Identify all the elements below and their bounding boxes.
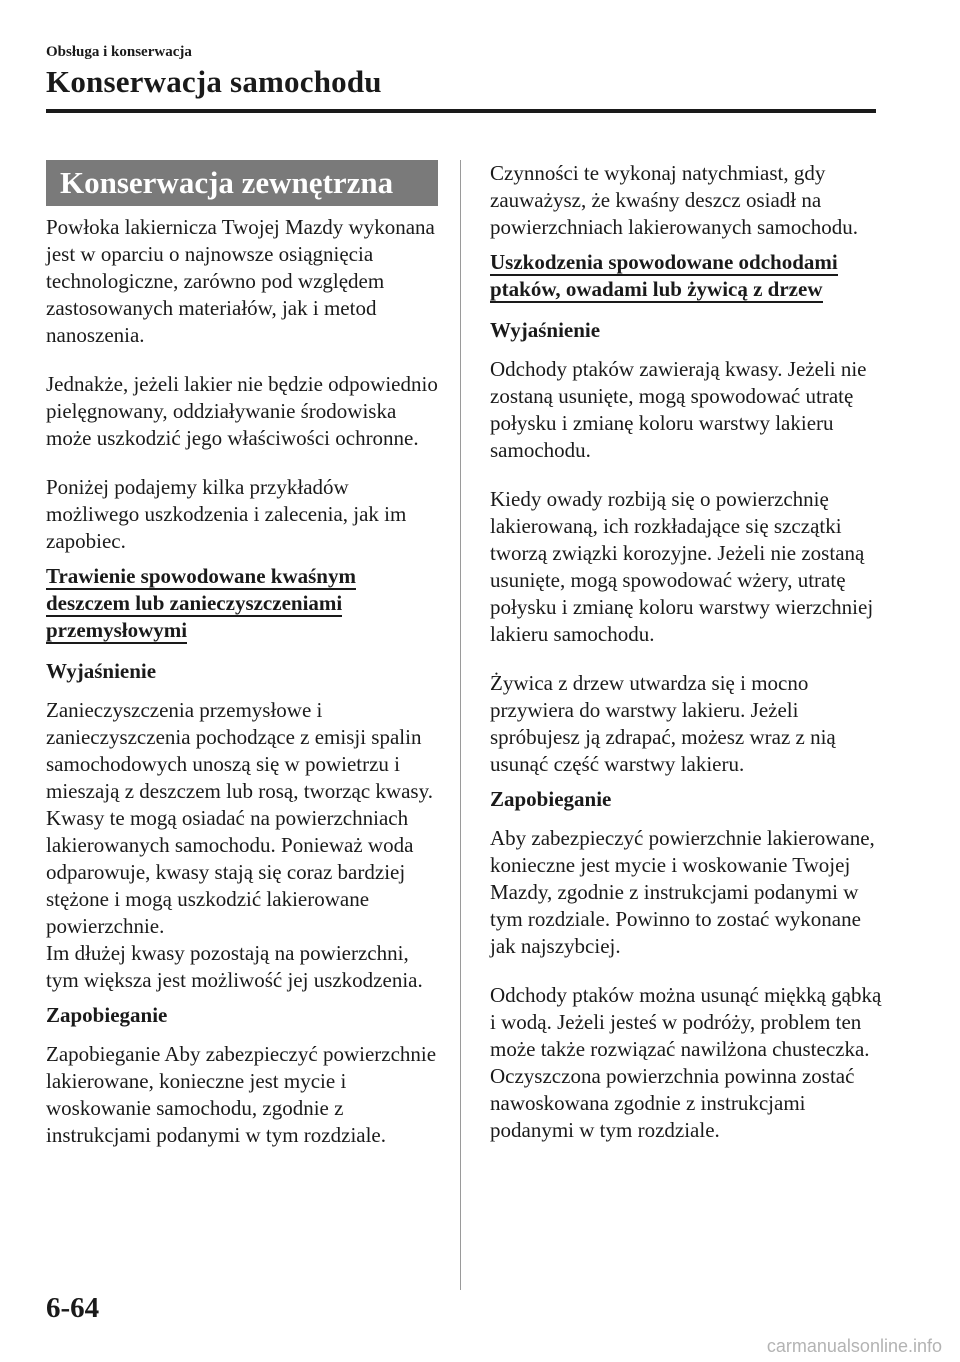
explanation-text: Zanieczyszczenia przemysłowe i zanieczyszczenia pochodzące z emisji spalin samochodowych unoszą się w powietrzu i mieszają z deszczem lub rosą, tworząc kwasy. Kwasy te mogą osiadać na powierzchniach lakierowanych samochodu. Ponieważ woda odparowuje, kwasy stają się coraz bardziej stężone i mogą uszkodzić lakierowane powierzchnie. xyxy=(46,698,433,938)
prevention-text: Aby zabezpieczyć powierzchnie lakierowane, konieczne jest mycie i woskowanie Twojej Mazdy, zgodnie z instrukcjami podanymi w tym rozdziale. Powinno to zostać wykonane jak najszybciej. xyxy=(490,826,875,958)
intro-paragraph: Czynności te wykonaj natychmiast, gdy zauważysz, że kwaśny deszcz osiadł na powierzchniach lakierowanych samochodu. xyxy=(490,161,858,239)
prevention-text: Odchody ptaków można usunąć miękką gąbką i wodą. Jeżeli jesteś w podróży, problem ten może także rozwiązać nawilżona chusteczka. Oczyszczona powierzchnia powinna zostać nawoskowana zgodnie z instrukcjami podanymi w tym rozdziale. xyxy=(490,983,882,1142)
watermark: carmanualsonline.info xyxy=(766,1336,942,1356)
intro-paragraph: Poniżej podajemy kilka przykładów możliwego uszkodzenia i zalecenia, jak im zapobiec. xyxy=(46,475,407,553)
explanation-text: Żywica z drzew utwardza się i mocno przywiera do warstwy lakieru. Jeżeli spróbujesz ją zdrapać, możesz wraz z nią usunąć część warstwy lakieru. xyxy=(490,671,836,776)
page-number: 6-64 xyxy=(46,1292,100,1324)
intro-paragraph: Jednakże, jeżeli lakier nie będzie odpowiednio pielęgnowany, oddziaływanie środowiska może uszkodzić jego właściwości ochronne. xyxy=(46,372,438,450)
chapter-label: Obsługa i konserwacja xyxy=(46,44,192,60)
column-divider xyxy=(460,160,461,1290)
subheading-acid-rain: Trawienie spowodowane kwaśnym deszczem lub zanieczyszczeniami przemysłowymi xyxy=(46,564,356,642)
explanation-text: Im dłużej kwasy pozostają na powierzchni, tym większa jest możliwość jej uszkodzenia. xyxy=(46,941,423,992)
section-banner: Konserwacja zewnętrzna xyxy=(46,160,438,206)
prevention-label: Zapobieganie xyxy=(490,787,612,811)
left-column xyxy=(46,160,438,1171)
explanation-label: Wyjaśnienie xyxy=(490,318,601,342)
intro-paragraph: Powłoka lakiernicza Twojej Mazdy wykonana jest w oparciu o najnowsze osiągnięcia technologiczne, zarówno pod względem zastosowanych materiałów, jak i metod nanoszenia. xyxy=(46,215,435,347)
explanation-text: Odchody ptaków zawierają kwasy. Jeżeli nie zostaną usunięte, mogą spowodować utratę połysku i zmianę koloru warstwy lakieru samochodu. xyxy=(490,357,867,462)
subheading-bird-droppings: Uszkodzenia spowodowane odchodami ptaków, owadami lub żywicą z drzew xyxy=(490,250,838,301)
explanation-text: Kiedy owady rozbiją się o powierzchnię lakierowaną, ich rozkładające się szczątki tworzą związki korozyjne. Jeżeli nie zostaną usunięte, mogą spowodować wżery, utratę połysku i zmianę koloru warstwy wierzchniej lakieru samochodu. xyxy=(490,487,874,646)
prevention-label: Zapobieganie xyxy=(46,1003,168,1027)
explanation-label: Wyjaśnienie xyxy=(46,659,157,683)
right-column xyxy=(490,160,882,1166)
header-rule xyxy=(46,109,876,113)
prevention-text: Zapobieganie Aby zabezpieczyć powierzchnie lakierowane, konieczne jest mycie i woskowanie samochodu, zgodnie z instrukcjami podanymi w tym rozdziale. xyxy=(46,1042,437,1147)
page-title: Konserwacja samochodu xyxy=(46,64,382,99)
